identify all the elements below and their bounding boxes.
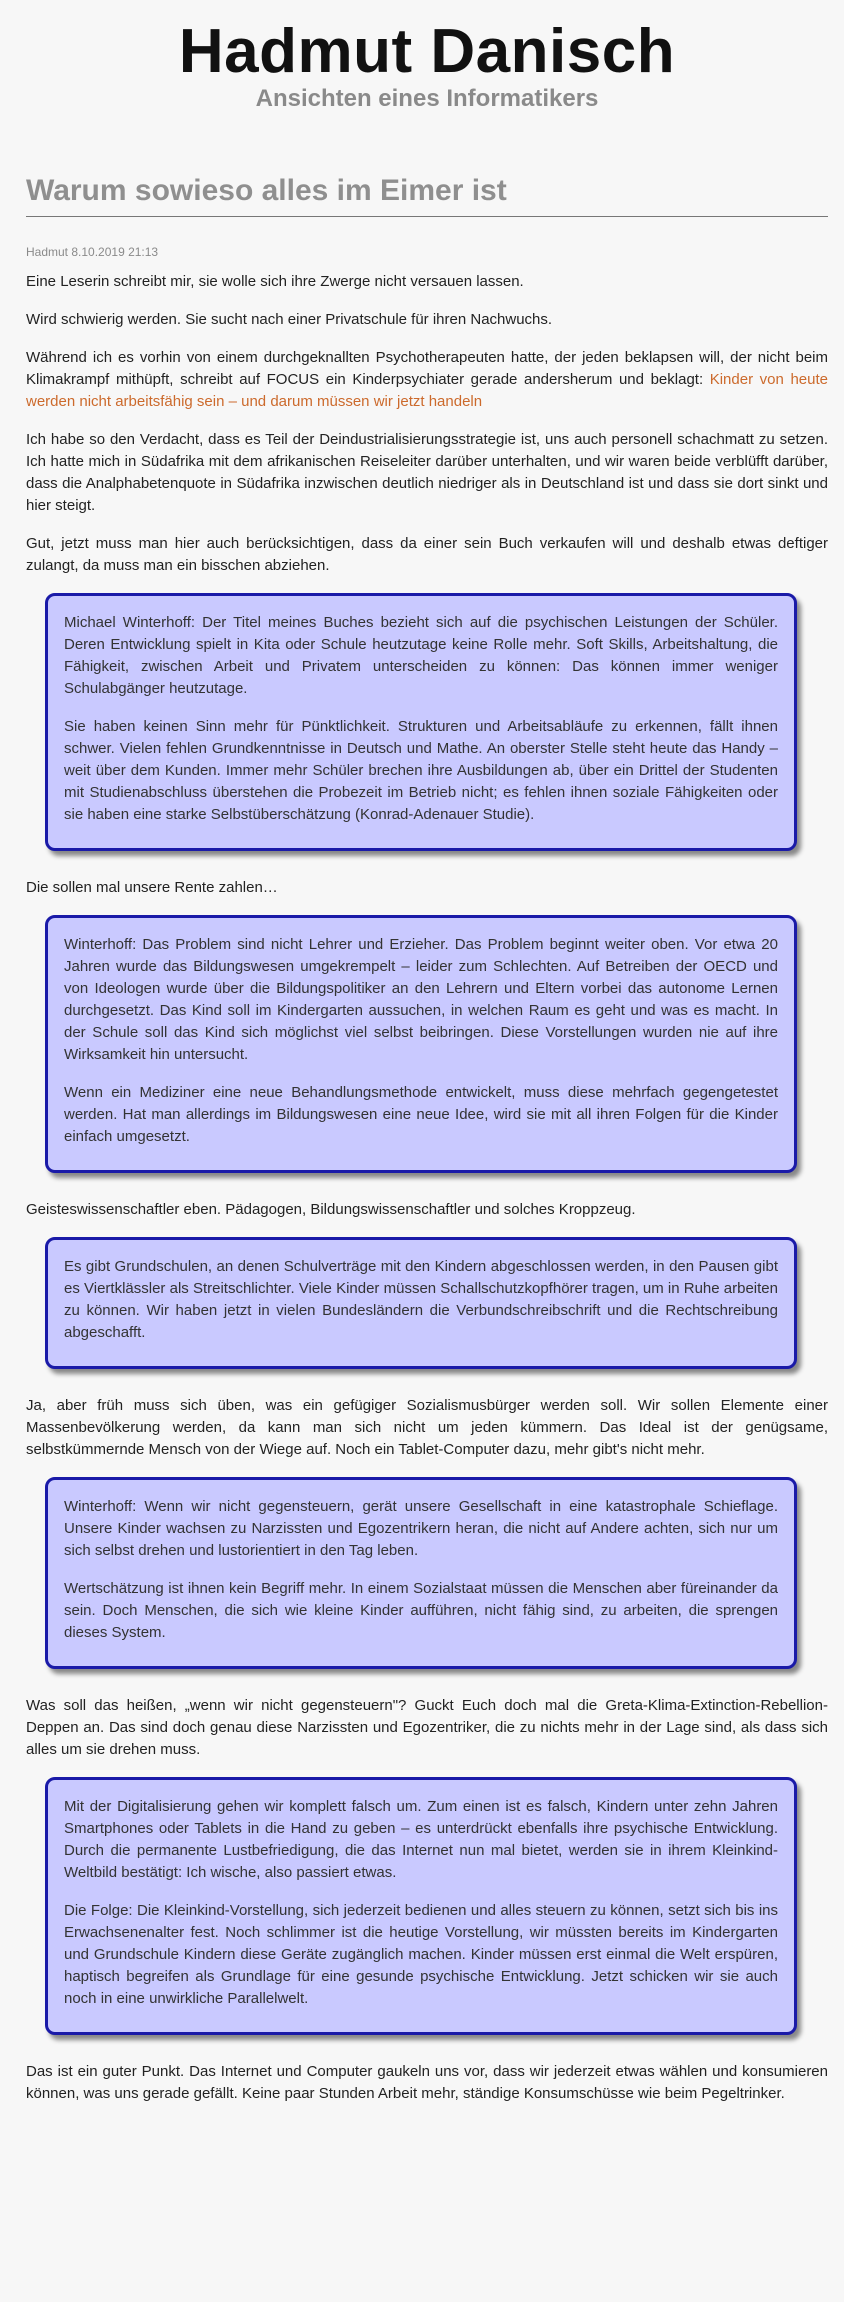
paragraph: Gut, jetzt muss man hier auch berücksichtigen, dass da einer sein Buch verkaufen will und deshalb etwas deftiger zulangt, da muss man ein bisschen abziehen. bbox=[26, 535, 828, 574]
quote-paragraph: Winterhoff: Das Problem sind nicht Lehrer und Erzieher. Das Problem beginnt weiter oben. Vor etwa 20 Jahren wurde das Bildungswesen umgekrempelt – leider zum Schlechten. Auf Betreiben der OECD und von Ideologen wurde über die Bildungspolitiker an den Lehrern und Eltern vorbei das autonome Lernen durchgesetzt. Das Kind soll im Kindergarten aussuchen, in welchen Raum es geht und was es macht. In der Schule soll das Kind sich möglichst viel selbst beibringen. Diese Vorstellungen wurden nie auf ihre Wirksamkeit hin untersucht. bbox=[64, 936, 778, 1063]
quote-paragraph: Michael Winterhoff: Der Titel meines Buches bezieht sich auf die psychischen Leistungen der Schüler. Deren Entwicklung spielt in Kita oder Schule heutzutage keine Rolle mehr. Soft Skills, Arbeitshaltung, die Fähigkeit, zwischen Arbeit und Privatem unterscheiden zu können: Das können immer weniger Schulabgänger heutzutage. bbox=[64, 614, 778, 697]
paragraph bbox=[26, 347, 828, 413]
quote-paragraph: Mit der Digitalisierung gehen wir komplett falsch um. Zum einen ist es falsch, Kindern unter zehn Jahren Smartphones oder Tablets in die Hand zu geben – es unterdrückt ebenfalls ihre psychische Entwicklung. Durch die permanente Lustbefriedigung, die das Internet nun mal bietet, werden sie in ihrem Kleinkind-Weltbild bestätigt: Ich wische, also passiert etwas. bbox=[64, 1798, 778, 1881]
post-content bbox=[26, 271, 828, 2105]
site-title[interactable]: Hadmut Danisch bbox=[178, 17, 676, 86]
blockquote bbox=[45, 1237, 797, 1369]
quote-paragraph: Sie haben keinen Sinn mehr für Pünktlichkeit. Strukturen und Arbeitsabläufe zu erkennen, fällt ihnen schwer. Vielen fehlen Grundkenntnisse in Deutsch und Mathe. An oberster Stelle steht heute das Handy – weit über dem Kunden. Immer mehr Schüler brechen ihre Ausbildungen ab, über ein Drittel der Studenten mit Studienabschluss überstehen die Probezeit im Betrieb nicht; es fehlen ihnen soziale Fähigkeiten oder sie haben eine starke Selbstüberschätzung (Konrad-Adenauer Studie). bbox=[64, 718, 778, 823]
blockquote bbox=[45, 593, 797, 851]
post-title[interactable]: Warum sowieso alles im Eimer ist bbox=[26, 174, 828, 217]
quote-paragraph: Es gibt Grundschulen, an denen Schulverträge mit den Kindern abgeschlossen werden, in den Pausen gibt es Viertklässler als Streitschlichter. Viele Kinder müssen Schallschutzkopfhörer tragen, um in Ruhe arbeiten zu können. Wir haben jetzt in vielen Bundesländern die Verbundschreibschrift und die Rechtschreibung abgeschafft. bbox=[64, 1258, 778, 1341]
post-meta: Hadmut 8.10.2019 21:13 bbox=[26, 245, 159, 259]
paragraph: Wird schwierig werden. Sie sucht nach einer Privatschule für ihren Nachwuchs. bbox=[26, 311, 553, 328]
paragraph: Geisteswissenschaftler eben. Pädagogen, Bildungswissenschaftler und solches Kroppzeug. bbox=[26, 1201, 636, 1218]
paragraph: Eine Leserin schreibt mir, sie wolle sich ihre Zwerge nicht versauen lassen. bbox=[26, 273, 524, 290]
blockquote bbox=[45, 915, 797, 1173]
quote-paragraph: Wertschätzung ist ihnen kein Begriff mehr. In einem Sozialstaat müssen die Menschen aber füreinander da sein. Doch Menschen, die sich wie kleine Kinder aufführen, nicht fähig sind, zu arbeiten, die sprengen dieses System. bbox=[64, 1580, 778, 1641]
paragraph: Ich habe so den Verdacht, dass es Teil der Deindustrialisierungsstrategie ist, uns auch personell schachmatt zu setzen. Ich hatte mich in Südafrika mit dem afrikanischen Reiseleiter darüber unterhalten, und wir waren beide verblüfft darüber, dass die Analphabetenquote in Südafrika inzwischen deutlich niedriger als in Deutschland ist und dass sie dort sinkt und hier steigt. bbox=[26, 431, 828, 514]
quote-paragraph: Die Folge: Die Kleinkind-Vorstellung, sich jederzeit bedienen und alles steuern zu können, setzt sich bis ins Erwachsenenalter fest. Noch schlimmer ist die heutige Vorstellung, wir müssten bereits im Kindergarten und Grundschule Kindern diese Geräte zugänglich machen. Kinder müssen erst einmal die Welt erspüren, haptisch begreifen als Grundlage für eine gesunde psychische Entwicklung. Jetzt schicken wir sie auch noch in eine unwirkliche Parallelwelt. bbox=[64, 1902, 778, 2007]
quote-paragraph: Wenn ein Mediziner eine neue Behandlungsmethode entwickelt, muss diese mehrfach gegengetestet werden. Hat man allerdings im Bildungswesen eine neue Idee, wird sie mit all ihren Folgen für die Kinder einfach umgesetzt. bbox=[64, 1084, 778, 1145]
focus-article-link[interactable]: Kinder von heute werden nicht arbeitsfähig sein – und darum müssen wir jetzt handeln bbox=[26, 371, 828, 410]
paragraph: Das ist ein guter Punkt. Das Internet und Computer gaukeln uns vor, dass wir jederzeit etwas wählen und konsumieren können, was uns gerade gefällt. Keine paar Stunden Arbeit mehr, ständige Konsumschüsse wie beim Pegeltrinker. bbox=[26, 2063, 828, 2102]
paragraph-text: Während ich es vorhin von einem durchgeknallten Psychotherapeuten hatte, der jeden beklapsen will, der nicht beim Klimakrampf mithüpft, schreibt auf FOCUS ein Kinderpsychiater gerade andersherum und beklagt: bbox=[26, 349, 828, 388]
site-subtitle: Ansichten eines Informatikers bbox=[255, 85, 599, 112]
quote-paragraph: Winterhoff: Wenn wir nicht gegensteuern, gerät unsere Gesellschaft in eine katastrophale Schieflage. Unsere Kinder wachsen zu Narzissten und Egozentrikern heran, die nicht auf Andere achten, sich nur um sich selbst drehen und lustorientiert in den Tag leben. bbox=[64, 1498, 778, 1559]
paragraph: Ja, aber früh muss sich üben, was ein gefügiger Sozialismusbürger werden soll. Wir sollen Elemente einer Massenbevölkerung werden, da kann man sich nicht um jeden kümmern. Das Ideal ist der genügsame, selbstkümmernde Mensch von der Wiege auf. Noch ein Tablet-Computer dazu, mehr gibt's nicht mehr. bbox=[26, 1397, 828, 1458]
site-header bbox=[26, 0, 828, 114]
blockquote bbox=[45, 1477, 797, 1669]
paragraph: Die sollen mal unsere Rente zahlen… bbox=[26, 879, 278, 896]
blockquote bbox=[45, 1777, 797, 2035]
paragraph: Was soll das heißen, „wenn wir nicht gegensteuern"? Guckt Euch doch mal die Greta-Klima-Extinction-Rebellion-Deppen an. Das sind doch genau diese Narzissten und Egozentriker, die zu nichts mehr in der Lage sind, als dass sich alles um sie drehen muss. bbox=[26, 1697, 828, 1758]
